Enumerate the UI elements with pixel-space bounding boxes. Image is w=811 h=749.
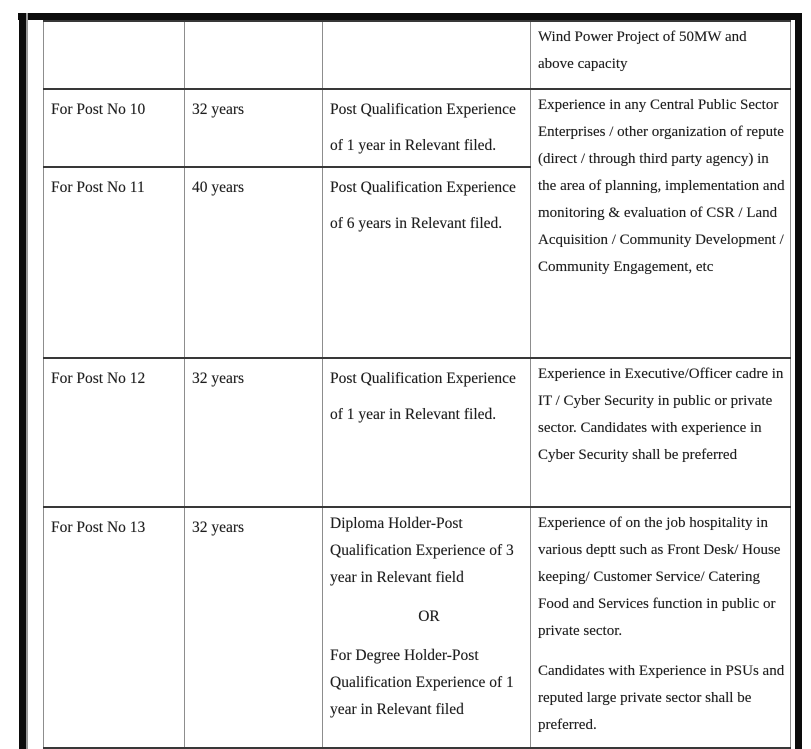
age-cell: 40 years — [185, 167, 323, 358]
qualification-cell — [323, 507, 531, 748]
qualification-cell: Post Qualification Experience of 6 years in Relevant filed. — [323, 167, 531, 358]
experience-cell-merged — [531, 89, 791, 358]
table-row-post-13 — [44, 507, 791, 748]
table-row-post-10 — [44, 89, 791, 167]
qualification-diploma-text: Diploma Holder-Post Qualification Experience of 3 year in Relevant field — [330, 515, 514, 586]
or-separator: OR — [418, 608, 440, 625]
age-cell: 32 years — [185, 507, 323, 748]
eligibility-table — [43, 20, 791, 749]
scan-border-left — [19, 13, 28, 749]
age-cell: 32 years — [185, 358, 323, 507]
post-cell: For Post No 12 — [44, 358, 185, 507]
post-cell: For Post No 10 — [44, 89, 185, 167]
qualification-cell — [323, 21, 531, 89]
experience-cell — [531, 21, 791, 89]
scan-border-top — [18, 13, 802, 20]
experience-text: Experience in any Central Public Sector Enterprises / other organization of repute (direct / through third party agency) in the area of planning, implementation and monitoring & evaluation of CSR / Land Acquisition / Community Development / Community Engagement, etc — [538, 97, 785, 275]
experience-text: Experience in Executive/Officer cadre in IT / Cyber Security in public or private sector. Candidates with experience in Cyber Security shall be preferred — [538, 366, 784, 463]
age-cell — [185, 21, 323, 89]
table-row-post-12 — [44, 358, 791, 507]
experience-cell — [531, 358, 791, 507]
post-cell: For Post No 13 — [44, 507, 185, 748]
qualification-degree-text: For Degree Holder-Post Qualification Experience of 1 year in Relevant filed — [330, 647, 514, 718]
table-row-continuation — [44, 21, 791, 89]
qualification-cell: Post Qualification Experience of 1 year in Relevant filed. — [323, 358, 531, 507]
post-cell — [44, 21, 185, 89]
experience-para1: Experience of on the job hospitality in various deptt such as Front Desk/ House keeping/ Customer Service/ Catering Food and Services function in public or private sector. — [538, 515, 781, 639]
experience-para2: Candidates with Experience in PSUs and reputed large private sector shall be preferred. — [538, 663, 785, 733]
experience-cell — [531, 507, 791, 748]
age-cell: 32 years — [185, 89, 323, 167]
qualification-cell: Post Qualification Experience of 1 year in Relevant filed. — [323, 89, 531, 167]
post-cell: For Post No 11 — [44, 167, 185, 358]
scan-border-right — [795, 13, 802, 749]
experience-text: Wind Power Project of 50MW and above capacity — [538, 29, 747, 72]
